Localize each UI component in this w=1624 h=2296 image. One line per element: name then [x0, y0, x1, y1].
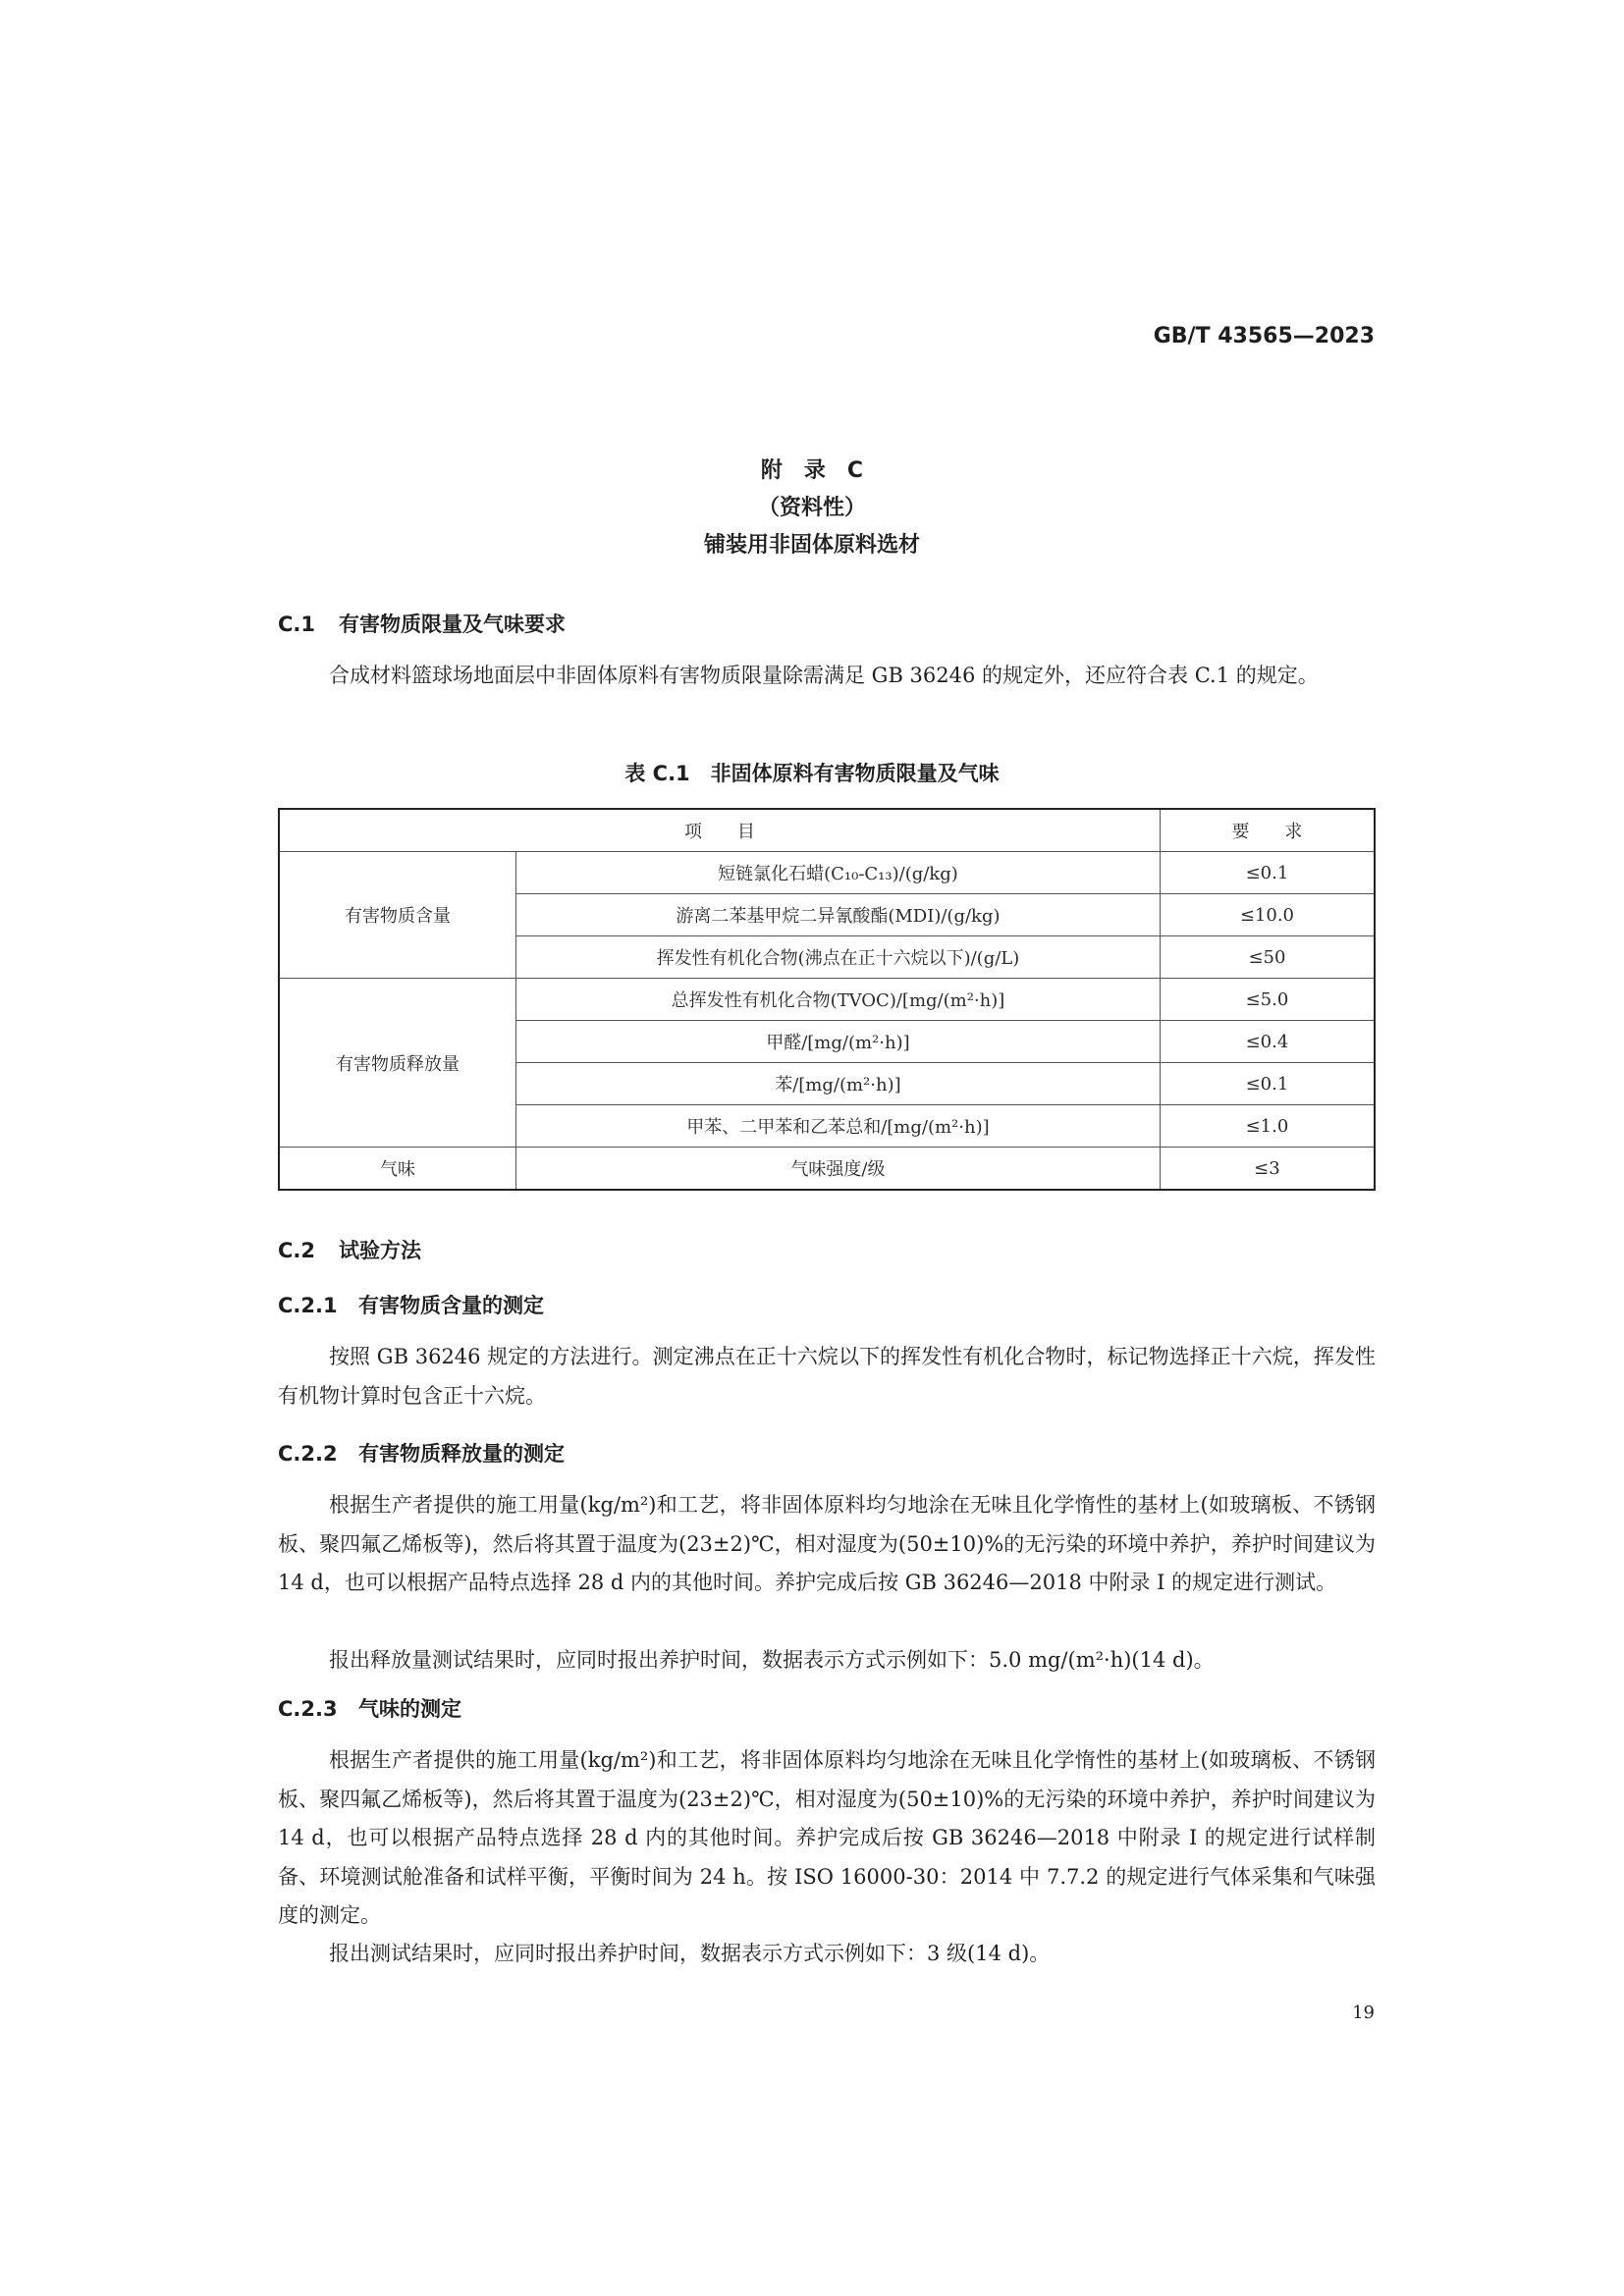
section-number: C.2.3	[278, 1697, 338, 1721]
requirement-cell: ≤50	[1160, 936, 1375, 979]
section-title: 有害物质限量及气味要求	[339, 613, 566, 636]
table-header-row	[279, 809, 1375, 852]
item-cell: 苯/[mg/(m²·h)]	[515, 1063, 1160, 1105]
table-caption: 表 C.1 非固体原料有害物质限量及气味	[624, 762, 1000, 785]
section-heading-c21	[278, 1290, 544, 1319]
section-number: C.1	[278, 613, 316, 636]
paragraph-c23-2: 报出测试结果时，应同时报出养护时间，数据表示方式示例如下：3 级(14 d)。	[329, 1942, 1051, 1965]
item-cell: 总挥发性有机化合物(TVOC)/[mg/(m²·h)]	[515, 979, 1160, 1021]
paragraph-c22-1: 根据生产者提供的施工用量(kg/m²)和工艺，将非固体原料均匀地涂在无味且化学惰性的基材上(如玻璃板、不锈钢板、聚四氟乙烯板等)，然后将其置于温度为(23±2)℃，相对湿度为(50±10)%的无污染的环境中养护，养护时间建议为 14 d，也可以根据产品特点选择 28 d 内的其他时间。养护完成后按 GB 36246—2018 中附录 I 的规定进行测试。	[278, 1493, 1376, 1594]
section-heading-c23	[278, 1693, 461, 1723]
paragraph-c23-1: 根据生产者提供的施工用量(kg/m²)和工艺，将非固体原料均匀地涂在无味且化学惰性的基材上(如玻璃板、不锈钢板、聚四氟乙烯板等)，然后将其置于温度为(23±2)℃，相对湿度为(50±10)%的无污染的环境中养护，养护时间建议为 14 d，也可以根据产品特点选择 28 d 内的其他时间。养护完成后按 GB 36246—2018 中附录 I 的规定进行试样制备、环境测试舱准备和试样平衡，平衡时间为 24 h。按 ISO 16000-30：2014 中 7.7.2 的规定进行气体采集和气味强度的测定。	[278, 1748, 1376, 1927]
appendix-nature: （资料性）	[757, 496, 866, 520]
group-label-emission: 有害物质释放量	[279, 979, 515, 1148]
requirement-cell: ≤10.0	[1160, 894, 1375, 936]
paragraph-c21: 按照 GB 36246 规定的方法进行。测定沸点在正十六烷以下的挥发性有机化合物时，标记物选择正十六烷，挥发性有机物计算时包含正十六烷。	[278, 1345, 1376, 1408]
section-title: 试验方法	[339, 1239, 421, 1262]
group-label-content: 有害物质含量	[279, 852, 515, 979]
appendix-subject: 铺装用非固体原料选材	[703, 533, 920, 558]
section-title: 气味的测定	[358, 1697, 461, 1721]
section-title: 有害物质含量的测定	[358, 1294, 544, 1317]
limits-table	[278, 808, 1376, 1191]
table-row	[279, 979, 1375, 1021]
requirement-cell: ≤3	[1160, 1148, 1375, 1191]
page-number: 19	[1352, 2002, 1375, 2023]
item-cell: 游离二苯基甲烷二异氰酸酯(MDI)/(g/kg)	[515, 894, 1160, 936]
table-header-item: 项 目	[279, 809, 1160, 852]
item-cell: 甲苯、二甲苯和乙苯总和/[mg/(m²·h)]	[515, 1105, 1160, 1148]
item-cell: 挥发性有机化合物(沸点在正十六烷以下)/(g/L)	[515, 936, 1160, 979]
standard-number: GB/T 43565—2023	[1153, 324, 1375, 348]
paragraph-c22-2: 报出释放量测试结果时，应同时报出养护时间，数据表示方式示例如下：5.0 mg/(m²·h)(14 d)。	[329, 1648, 1215, 1672]
requirement-cell: ≤0.4	[1160, 1021, 1375, 1063]
requirement-cell: ≤5.0	[1160, 979, 1375, 1021]
section-heading-c2	[278, 1235, 421, 1264]
section-number: C.2.1	[278, 1294, 338, 1317]
table-header-requirement: 要 求	[1160, 809, 1375, 852]
section-title: 有害物质释放量的测定	[358, 1442, 565, 1466]
item-cell: 短链氯化石蜡(C₁₀-C₁₃)/(g/kg)	[515, 852, 1160, 894]
item-cell: 甲醛/[mg/(m²·h)]	[515, 1021, 1160, 1063]
group-label-odor: 气味	[279, 1148, 515, 1191]
requirement-cell: ≤0.1	[1160, 1063, 1375, 1105]
appendix-title: 附 录 C	[760, 458, 864, 483]
paragraph-c1: 合成材料篮球场地面层中非固体原料有害物质限量除需满足 GB 36246 的规定外，还应符合表 C.1 的规定。	[329, 664, 1319, 687]
table-row	[279, 1148, 1375, 1191]
table-row	[279, 852, 1375, 894]
item-cell: 气味强度/级	[515, 1148, 1160, 1191]
requirement-cell: ≤0.1	[1160, 852, 1375, 894]
section-number: C.2.2	[278, 1442, 338, 1466]
section-heading-c1	[278, 609, 566, 638]
requirement-cell: ≤1.0	[1160, 1105, 1375, 1148]
section-number: C.2	[278, 1239, 316, 1262]
section-heading-c22	[278, 1438, 565, 1468]
